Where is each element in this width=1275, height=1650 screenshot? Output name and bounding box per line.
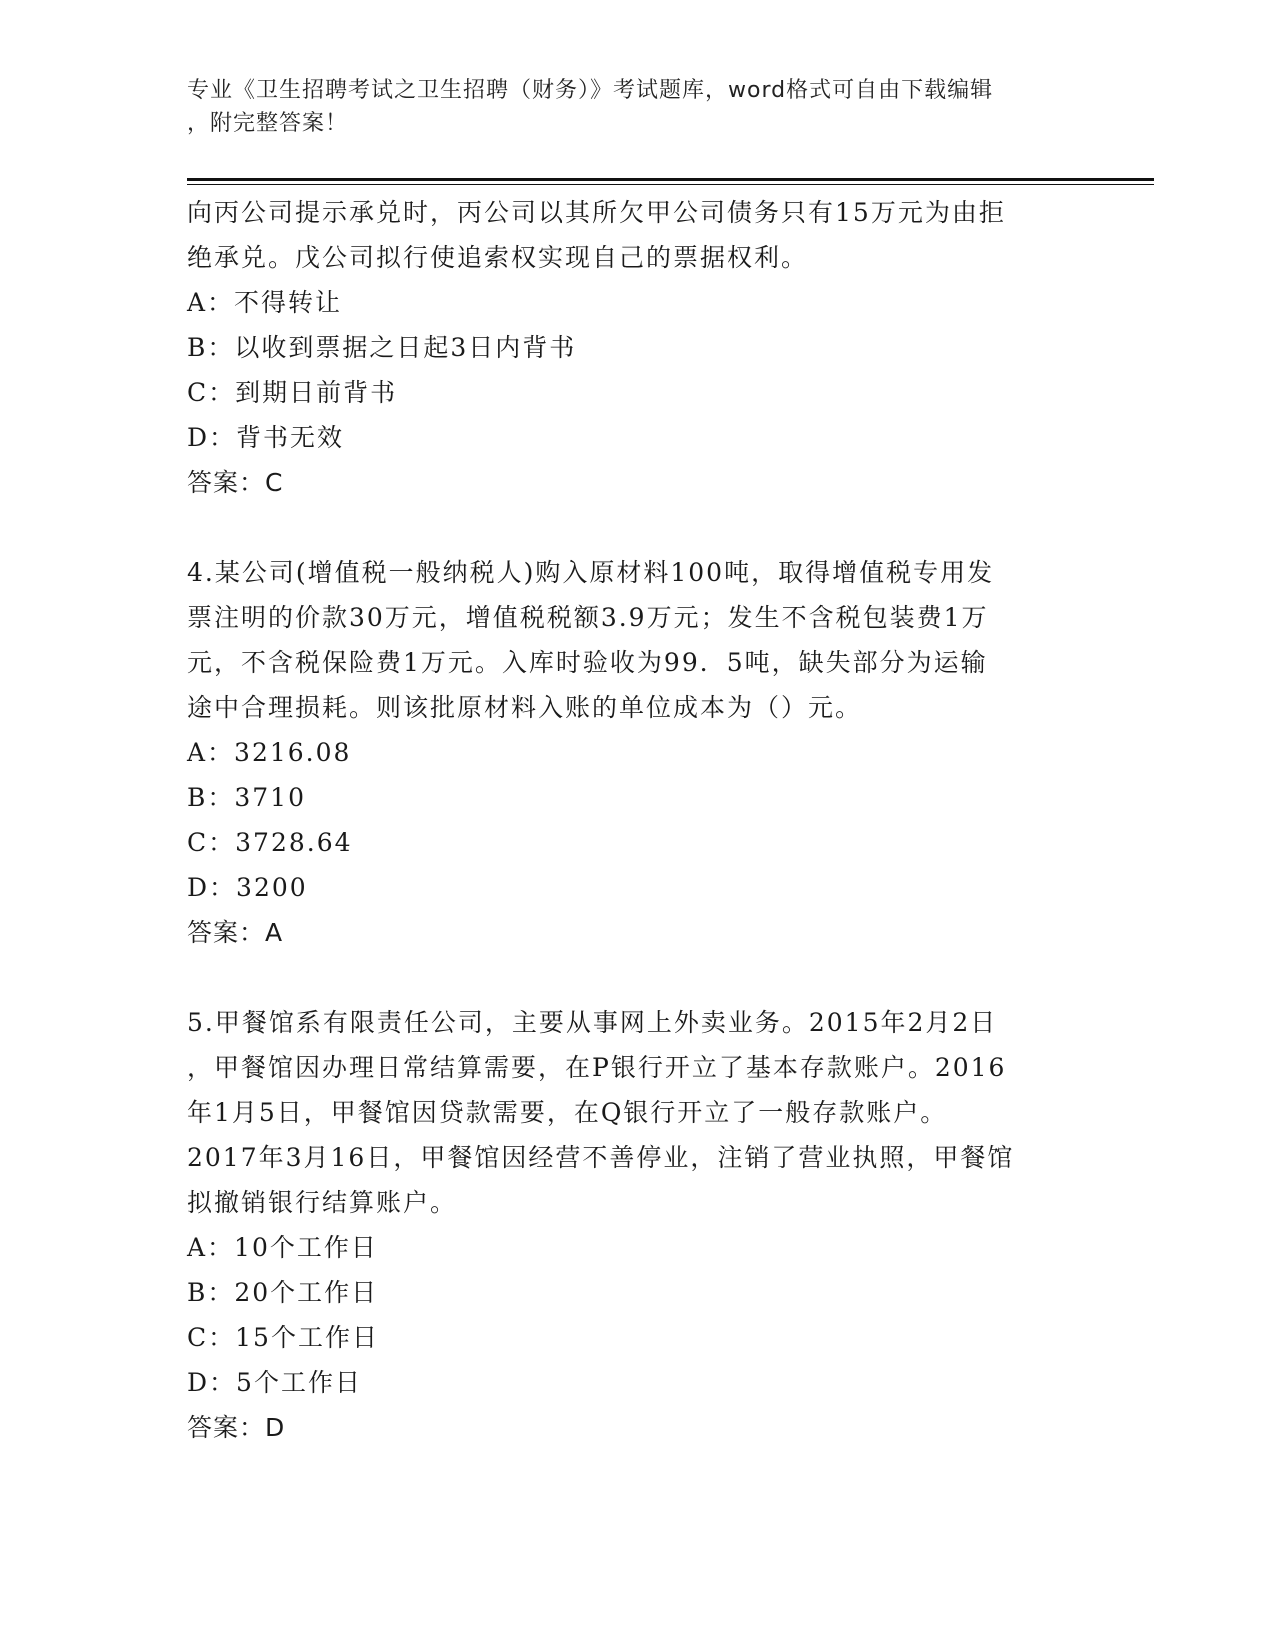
option-a: A：3216.08: [187, 738, 352, 767]
option-a: A：不得转让: [187, 288, 343, 317]
option-d: D：背书无效: [187, 423, 345, 452]
answer-line: 答案：D: [187, 1413, 286, 1442]
header-divider-thin: [187, 184, 1154, 185]
header-divider-thick: [187, 178, 1154, 181]
option-d: D：3200: [187, 873, 308, 902]
question-stem-line: 年1月5日，甲餐馆因贷款需要，在Q银行开立了一般存款账户。: [187, 1098, 948, 1127]
document-header: [187, 74, 1067, 140]
answer-line: 答案：A: [187, 918, 284, 947]
question-list: [187, 190, 1087, 1450]
question-stem-line: 绝承兑。戊公司拟行使追索权实现自己的票据权利。: [187, 243, 809, 272]
question-stem-line: 5.甲餐馆系有限责任公司，主要从事网上外卖业务。2015年2月2日: [187, 1008, 998, 1037]
option-c: C：3728.64: [187, 828, 353, 857]
option-a: A：10个工作日: [187, 1233, 378, 1262]
question-stem-line: 向丙公司提示承兑时，丙公司以其所欠甲公司债务只有15万元为由拒: [187, 198, 1006, 227]
question-block: [187, 550, 1087, 955]
header-line-2: ，附完整答案！: [187, 111, 349, 136]
option-b: B：3710: [187, 783, 306, 812]
option-c: C：15个工作日: [187, 1323, 379, 1352]
header-line-1: 专业《卫生招聘考试之卫生招聘（财务）》考试题库，word格式可自由下载编辑: [187, 78, 994, 103]
option-b: B：以收到票据之日起3日内背书: [187, 333, 577, 362]
answer-line: 答案：C: [187, 468, 284, 497]
question-block: [187, 1000, 1087, 1450]
option-d: D：5个工作日: [187, 1368, 362, 1397]
spacer: [187, 505, 1087, 550]
question-stem-line: 票注明的价款30万元，增值税税额3.9万元；发生不含税包装费1万: [187, 603, 989, 632]
spacer: [187, 955, 1087, 1000]
option-c: C：到期日前背书: [187, 378, 398, 407]
option-b: B：20个工作日: [187, 1278, 379, 1307]
question-stem-line: 途中合理损耗。则该批原材料入账的单位成本为（）元。: [187, 693, 863, 722]
question-stem-line: ，甲餐馆因办理日常结算需要，在P银行开立了基本存款账户。2016: [187, 1053, 1007, 1082]
question-stem-line: 元，不含税保险费1万元。入库时验收为99．5吨，缺失部分为运输: [187, 648, 988, 677]
question-stem-line: 拟撤销银行结算账户。: [187, 1188, 458, 1217]
question-block: [187, 190, 1087, 505]
question-stem-line: 4.某公司(增值税一般纳税人)购入原材料100吨，取得增值税专用发: [187, 558, 995, 587]
question-stem-line: 2017年3月16日，甲餐馆因经营不善停业，注销了营业执照，甲餐馆: [187, 1143, 1015, 1172]
